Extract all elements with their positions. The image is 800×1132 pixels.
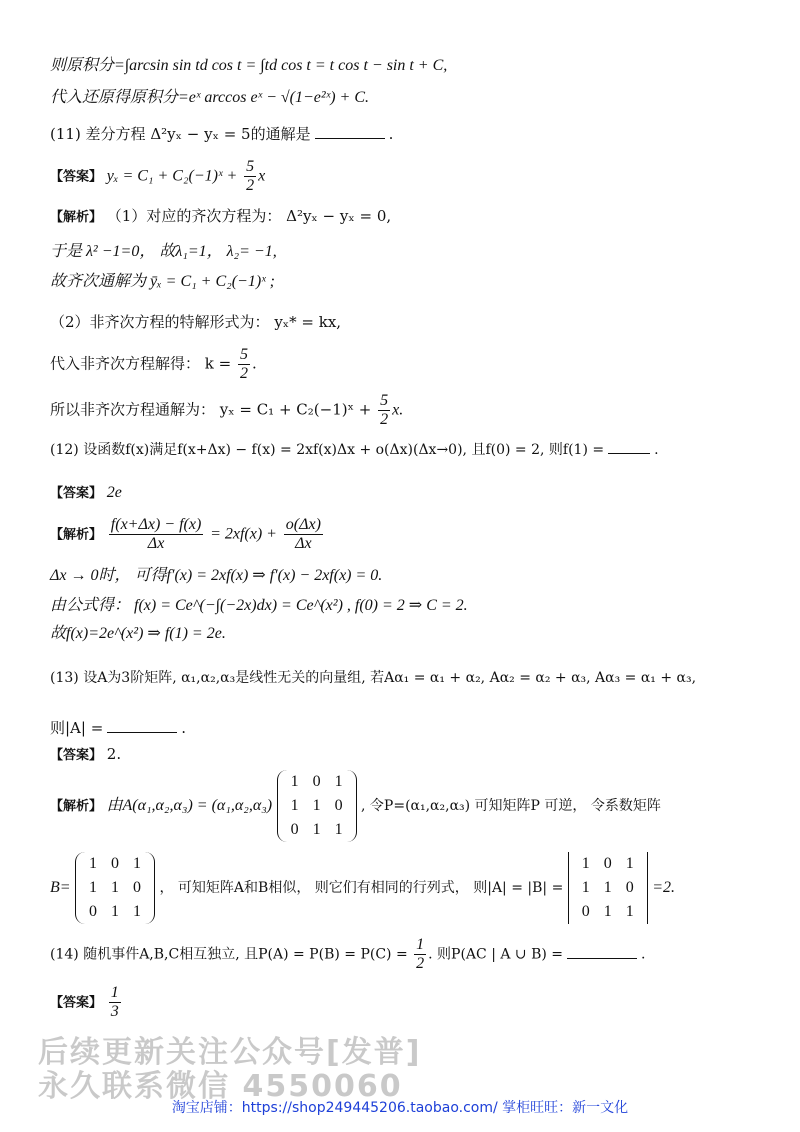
solution-11-text: （1）对应的齐次方程为： Δ²yₓ − yₓ = 0, bbox=[106, 207, 392, 225]
solution-13 bbox=[50, 770, 661, 842]
matrix-cell: 1 bbox=[603, 879, 612, 896]
question-13-b-text: 则|A| = bbox=[50, 719, 104, 737]
answer-label: 【答案】 bbox=[50, 486, 103, 501]
matrix-cell: 1 bbox=[603, 903, 612, 920]
answer-blank bbox=[608, 453, 650, 454]
question-13: (13) 设A为3阶矩阵, α₁,α₂,α₃是线性无关的向量组, 若Aα₁ = α₁ + α₂, Aα₂ = α₂ + α₃, Aα₃ = α₁ + α₃, bbox=[50, 670, 697, 686]
matrix-b-pre: B= bbox=[50, 879, 71, 896]
fraction bbox=[244, 158, 256, 195]
fraction-den: 2 bbox=[416, 955, 425, 972]
solution-13-post: , 令P=(α₁,α₂,α₃) 可知矩阵P 可逆， 令系数矩阵 bbox=[361, 798, 661, 814]
k-tail: . bbox=[251, 354, 257, 373]
matrix-b-tail: =2. bbox=[652, 879, 676, 896]
matrix-cell: 0 bbox=[312, 773, 321, 790]
matrix-b-line bbox=[50, 852, 675, 924]
matrix-cell: 1 bbox=[581, 879, 590, 896]
matrix-cell: 1 bbox=[334, 821, 343, 838]
answer-label: 【答案】 bbox=[50, 748, 103, 763]
question-12-end: . bbox=[654, 442, 659, 458]
fraction-num: f(x+Δx) − f(x) bbox=[110, 516, 202, 533]
matrix-b-mid: ， 可知矩阵A和B相似， 则它们有相同的行列式， 则|A| = |B| = bbox=[159, 880, 564, 896]
answer-blank bbox=[107, 732, 177, 733]
general-tail: x. bbox=[392, 401, 404, 419]
matrix-cell: 1 bbox=[581, 855, 590, 872]
fraction bbox=[109, 984, 121, 1021]
fraction-den: 2 bbox=[239, 365, 248, 382]
question-14-end: . bbox=[641, 946, 646, 963]
matrix-cell: 1 bbox=[290, 773, 299, 790]
fraction-num: 1 bbox=[416, 936, 425, 953]
answer-11-tail: x bbox=[258, 167, 266, 185]
matrix-cell: 1 bbox=[111, 879, 120, 896]
answer-label: 【答案】 bbox=[50, 169, 103, 185]
integral-line-1: 则原积分=∫arcsin sin td cos t = ∫td cos t = t cos t − sin t + C, bbox=[50, 57, 448, 74]
integral-line-2: 代入还原得原积分=eˣ arccos eˣ − √(1−e²ˣ) + C. bbox=[50, 89, 370, 106]
question-13-end: . bbox=[181, 719, 187, 737]
question-12-text: (12) 设函数f(x)满足f(x+Δx) − f(x) = 2xf(x)Δx + o(Δx)(Δx→0), 且f(0) = 2, 则f(1) = bbox=[50, 442, 605, 458]
derivation-line-c: 故f(x)=2e^(x²) ⇒ f(1) = 2e. bbox=[50, 625, 226, 642]
fraction-num: 5 bbox=[380, 392, 389, 409]
shop-footer-link[interactable]: 淘宝店铺：https://shop249445206.taobao.com/ 掌柜旺旺：新一文化 bbox=[171, 1100, 629, 1116]
question-11-text: (11) 差分方程 Δ²yₓ − yₓ = 5的通解是 bbox=[50, 125, 311, 143]
answer-13 bbox=[50, 744, 121, 766]
fraction-den: Δx bbox=[295, 535, 312, 552]
coefficient-matrix bbox=[277, 770, 357, 842]
answer-11-text: yₓ = C₁ + C₂(−1)ˣ + bbox=[106, 167, 238, 185]
answer-14 bbox=[50, 984, 123, 1021]
question-11-end: . bbox=[388, 125, 394, 143]
fraction-num: 1 bbox=[110, 984, 119, 1001]
determinant bbox=[568, 852, 648, 924]
answer-blank bbox=[567, 958, 637, 959]
question-14-text: (14) 随机事件A,B,C相互独立, 且P(A) = P(B) = P(C) = bbox=[50, 946, 408, 963]
watermark-line-1: 后续更新关注公众号[发普] bbox=[38, 1035, 422, 1070]
answer-11 bbox=[50, 158, 265, 195]
matrix-cell: 1 bbox=[312, 821, 321, 838]
matrix-cell: 0 bbox=[89, 903, 98, 920]
question-14 bbox=[50, 936, 646, 973]
fraction-den: 2 bbox=[380, 411, 389, 428]
matrix-cell: 0 bbox=[603, 855, 612, 872]
fraction bbox=[414, 936, 426, 973]
answer-12 bbox=[50, 482, 122, 504]
homogeneous-line: 故齐次通解为 ȳₓ = C₁ + C₂(−1)ˣ ; bbox=[50, 273, 276, 290]
matrix-b bbox=[75, 852, 155, 924]
fraction-den: 3 bbox=[110, 1003, 119, 1020]
matrix-cell: 0 bbox=[334, 797, 343, 814]
solution-11 bbox=[50, 206, 391, 228]
answer-13-text: 2. bbox=[106, 745, 122, 763]
question-11 bbox=[50, 124, 393, 144]
solution-label: 【解析】 bbox=[50, 799, 103, 814]
matrix-cell: 0 bbox=[581, 903, 590, 920]
matrix-cell: 0 bbox=[133, 879, 142, 896]
matrix-cell: 1 bbox=[133, 855, 142, 872]
solution-12-mid: = 2xf(x) + bbox=[210, 525, 277, 543]
answer-label: 【答案】 bbox=[50, 995, 103, 1011]
matrix-cell: 1 bbox=[89, 855, 98, 872]
question-12 bbox=[50, 440, 659, 460]
fraction-num: o(Δx) bbox=[285, 516, 321, 533]
lambda-line: 于是 λ² −1=0， 故λ₁=1， λ₂= −1, bbox=[50, 243, 277, 260]
solution-label: 【解析】 bbox=[50, 210, 103, 225]
special-solution-line: （2）非齐次方程的特解形式为： yₓ* = kx, bbox=[50, 313, 342, 331]
matrix-cell: 1 bbox=[89, 879, 98, 896]
solution-13-pre: 由A(α₁,α₂,α₃) = (α₁,α₂,α₃) bbox=[106, 797, 273, 814]
solution-12 bbox=[50, 516, 325, 553]
fraction bbox=[238, 346, 250, 383]
k-solution-line bbox=[50, 346, 257, 383]
fraction-num: 5 bbox=[239, 346, 248, 363]
fraction bbox=[378, 392, 390, 429]
fraction-den: 2 bbox=[246, 177, 255, 194]
fraction-den: Δx bbox=[147, 535, 165, 552]
question-13-b bbox=[50, 718, 186, 738]
general-solution-line bbox=[50, 392, 403, 429]
derivation-line-a: Δx → 0时， 可得f′(x) = 2xf(x) ⇒ f′(x) − 2xf(x) = 0. bbox=[50, 567, 383, 584]
solution-label: 【解析】 bbox=[50, 527, 103, 543]
fraction-num: 5 bbox=[246, 158, 255, 175]
general-pre: 所以非齐次方程通解为： yₓ = C₁ + C₂(−1)ˣ + bbox=[50, 400, 372, 419]
matrix-cell: 0 bbox=[290, 821, 299, 838]
fraction bbox=[284, 516, 323, 553]
matrix-cell: 0 bbox=[625, 879, 634, 896]
matrix-cell: 1 bbox=[625, 855, 634, 872]
derivation-line-b: 由公式得： f(x) = Ce^(−∫(−2x)dx) = Ce^(x²) , f(0) = 2 ⇒ C = 2. bbox=[50, 597, 468, 614]
matrix-cell: 1 bbox=[334, 773, 343, 790]
question-14-mid: . 则P(AC | A ∪ B) = bbox=[428, 946, 564, 963]
matrix-cell: 1 bbox=[290, 797, 299, 814]
k-pre: 代入非齐次方程解得： k = bbox=[50, 354, 232, 373]
matrix-cell: 1 bbox=[312, 797, 321, 814]
fraction bbox=[109, 516, 204, 553]
matrix-cell: 0 bbox=[111, 855, 120, 872]
answer-12-text: 2e bbox=[106, 484, 122, 501]
matrix-cell: 1 bbox=[625, 903, 634, 920]
watermark bbox=[38, 1036, 421, 1104]
matrix-cell: 1 bbox=[111, 903, 120, 920]
matrix-cell: 1 bbox=[133, 903, 142, 920]
watermark-line-2: 永久联系微信 4550060 bbox=[38, 1069, 403, 1104]
answer-blank bbox=[315, 138, 385, 139]
